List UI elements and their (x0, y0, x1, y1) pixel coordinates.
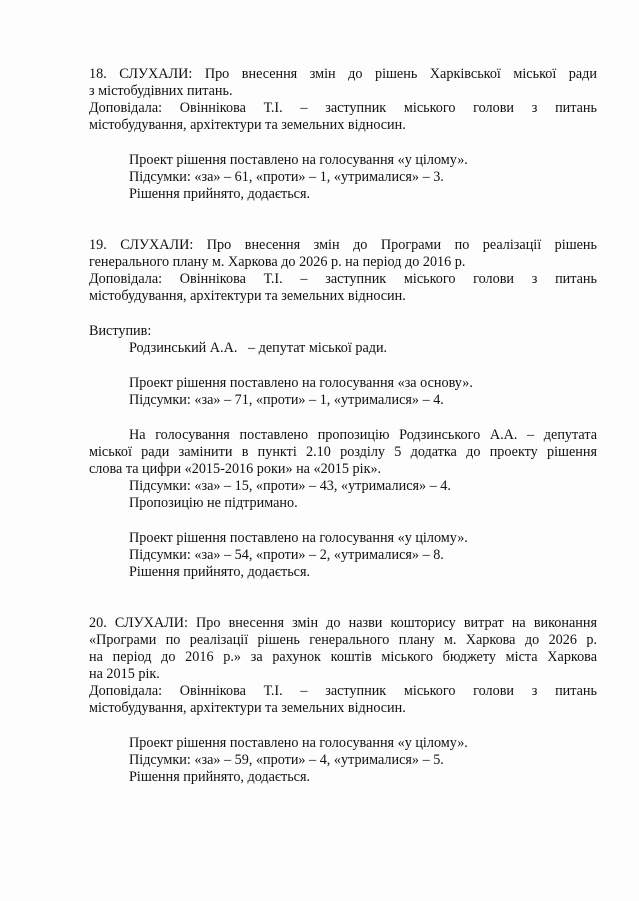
item-19-proposal-vote-line-1: Підсумки: «за» – 15, «проти» – 43, «утрималися» – 4. (129, 478, 451, 494)
item-18-reporter-line-1: Доповідала: Овіннікова Т.І. – заступник міського голови з питань (89, 100, 597, 116)
item-18-heading-line-2: з містобудівних питань. (89, 83, 233, 99)
item-20-vote-line-1: Проект рішення поставлено на голосування «у цілому». (129, 735, 468, 751)
item-18-heading-line-1: 18. СЛУХАЛИ: Про внесення змін до рішень Харківської міської ради (89, 66, 597, 82)
item-20-heading-line-4: на 2015 рік. (89, 666, 160, 682)
item-19-proposal-line-2: міської ради замінити в пункті 2.10 розділу 5 додатка до проекту рішення (89, 444, 597, 460)
item-19-speaker: Родзинський А.А. – депутат міської ради. (129, 340, 388, 356)
item-19-reporter-line-2: містобудування, архітектури та земельних відносин. (89, 288, 406, 304)
item-19-reporter-line-1: Доповідала: Овіннікова Т.І. – заступник міського голови з питань (89, 271, 597, 287)
item-19-vote2-line-1: Проект рішення поставлено на голосування «у цілому». (129, 530, 468, 546)
item-20-vote-line-2: Підсумки: «за» – 59, «проти» – 4, «утрималися» – 5. (129, 752, 444, 768)
item-20-heading-line-1: 20. СЛУХАЛИ: Про внесення змін до назви кошторису витрат на виконання (89, 615, 597, 631)
item-18-reporter-line-2: містобудування, архітектури та земельних відносин. (89, 117, 406, 133)
item-19-heading-line-1: 19. СЛУХАЛИ: Про внесення змін до Програми по реалізації рішень (89, 237, 597, 253)
item-19-vote2-line-2: Підсумки: «за» – 54, «проти» – 2, «утрималися» – 8. (129, 547, 444, 563)
item-20-heading-line-2: «Програми по реалізації рішень генерального плану м. Харкова до 2026 р. (89, 632, 597, 648)
item-19-heading-line-2: генерального плану м. Харкова до 2026 р. на період до 2016 р. (89, 254, 466, 270)
item-18-vote-line-1: Проект рішення поставлено на голосування «у цілому». (129, 152, 468, 168)
item-20-vote-line-3: Рішення прийнято, додається. (129, 769, 311, 785)
item-19-vote1-line-1: Проект рішення поставлено на голосування «за основу». (129, 375, 473, 391)
item-19-vote1-line-2: Підсумки: «за» – 71, «проти» – 1, «утрималися» – 4. (129, 392, 444, 408)
item-19-proposal-line-1: На голосування поставлено пропозицію Родзинського А.А. – депутата (129, 427, 597, 443)
item-20-reporter-line-2: містобудування, архітектури та земельних відносин. (89, 700, 406, 716)
item-19-proposal-vote-line-2: Пропозицію не підтримано. (129, 495, 298, 511)
item-20-heading-line-3: на період до 2016 р.» за рахунок коштів міського бюджету міста Харкова (89, 649, 597, 665)
item-19-proposal-line-3: слова та цифри «2015-2016 роки» на «2015 рік». (89, 461, 382, 477)
item-19-vote2-line-3: Рішення прийнято, додається. (129, 564, 311, 580)
item-19-speakers-label: Виступив: (89, 323, 152, 339)
item-18-vote-line-3: Рішення прийнято, додається. (129, 186, 311, 202)
item-18-vote-line-2: Підсумки: «за» – 61, «проти» – 1, «утрималися» – 3. (129, 169, 444, 185)
item-20-reporter-line-1: Доповідала: Овіннікова Т.І. – заступник міського голови з питань (89, 683, 597, 699)
